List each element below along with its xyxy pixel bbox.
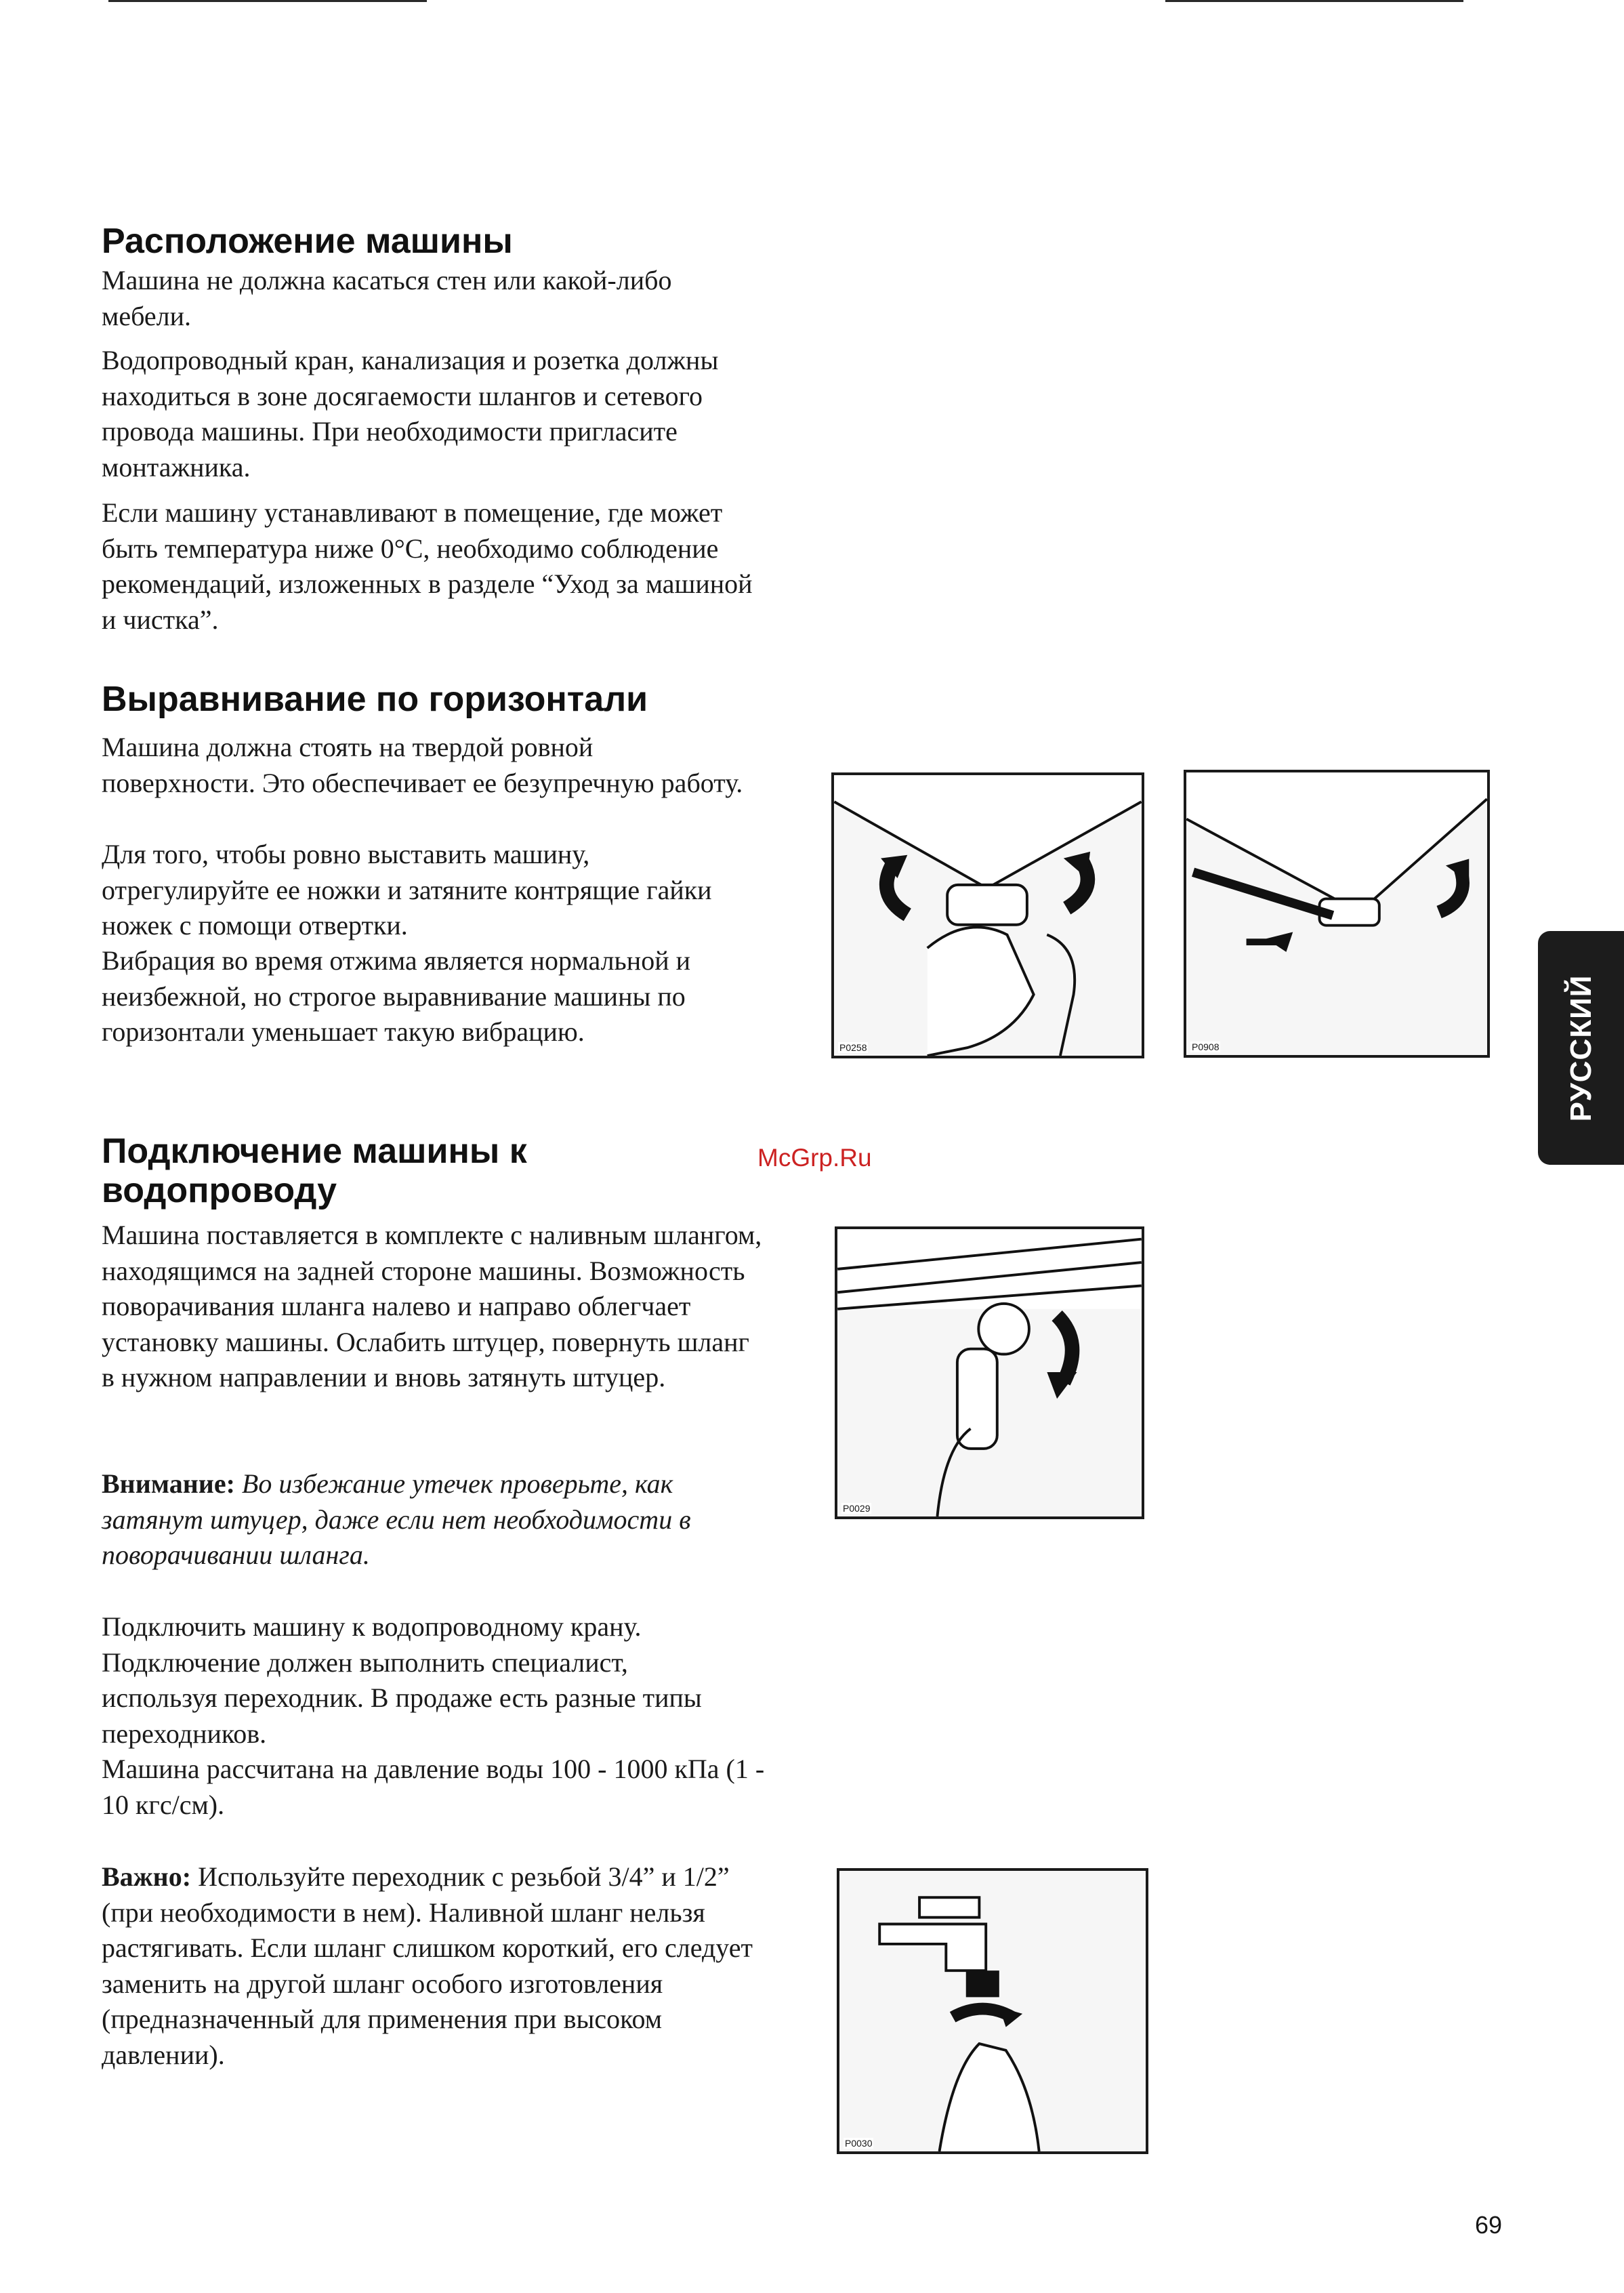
language-tab-label: РУССКИЙ: [1564, 974, 1598, 1121]
figure-tap-adapter: [837, 1868, 1148, 2154]
top-rule-left: [108, 0, 427, 2]
warning-label: Внимание:: [102, 1468, 235, 1499]
placement-paragraph-3: Если машину устанавливают в помещение, где может быть температура ниже 0°C, необходимо соблюдение рекомендаций, изложенных в разделе “Уход за машиной и чистка”.: [102, 497, 753, 635]
tap-adapter-illustration: [839, 1871, 1146, 2151]
leveling-paragraph-1: Машина должна стоять на твердой ровной поверхности. Это обеспечивает ее безупречную работу.: [102, 732, 743, 798]
figure-feet-screwdriver: [1184, 770, 1490, 1058]
figure-code-feet-hand: P0258: [839, 1042, 867, 1053]
hose-rotate-illustration: [837, 1229, 1142, 1516]
feet-hand-illustration: [834, 775, 1142, 1056]
figure-code-tap-adapter: P0030: [845, 2138, 873, 2149]
language-tab: [1538, 931, 1624, 1165]
figure-hose-rotate: [835, 1226, 1144, 1519]
important-note: [102, 1859, 779, 2073]
figure-code-feet-screwdriver: P0908: [1192, 1041, 1220, 1052]
warning-note: [102, 1466, 772, 1573]
water-paragraph-3: Машина рассчитана на давление воды 100 - 1000 кПа (1 - 10 кгс/см).: [102, 1754, 765, 1820]
watermark: McGrp.Ru: [757, 1144, 872, 1172]
placement-paragraph-1: Машина не должна касаться стен или какой-либо мебели.: [102, 265, 672, 331]
important-label: Важно:: [102, 1861, 192, 1892]
leveling-paragraph-3: Вибрация во время отжима является нормальной и неизбежной, но строгое выравнивание машины по горизонтали уменьшает такую вибрацию.: [102, 945, 691, 1047]
figure-code-hose-rotate: P0029: [843, 1503, 871, 1514]
page-number: 69: [1475, 2211, 1503, 2239]
placement-paragraph-2: Водопроводный кран, канализация и розетка должны находиться в зоне досягаемости шлангов и сетевого провода машины. При необходимости пригласите монтажника.: [102, 345, 719, 482]
warning-text: Во избежание утечек проверьте, как затянут штуцер, даже если нет необходимости в поворачивании шланга.: [102, 1468, 691, 1570]
leveling-paragraph-2: Для того, чтобы ровно выставить машину, отрегулируйте ее ножки и затяните контрящие гайки ножек с помощи отвертки.: [102, 839, 712, 941]
heading-water-connection: Подключение машины к водопроводу: [102, 1132, 527, 1210]
water-paragraph-2: Подключить машину к водопроводному крану. Подключение должен выполнить специалист, используя переходник. В продаже есть разные типы переходников.: [102, 1611, 702, 1749]
figure-feet-hand: [831, 772, 1144, 1058]
feet-screwdriver-illustration: [1186, 772, 1487, 1055]
water-paragraph-1: Машина поставляется в комплекте с наливным шлангом, находящимся на задней стороне машины. Возможность поворачивания шланга налево и направо облегчает установку машины. Ослабить штуцер, повернуть шланг в нужном направлении и вновь затянуть штуцер.: [102, 1220, 762, 1392]
heading-leveling: Выравнивание по горизонтали: [102, 680, 648, 719]
important-text: Используйте переходник с резьбой 3/4” и 1/2” (при необходимости в нем). Наливной шланг нельзя растягивать. Если шланг слишком короткий, его следует заменить на другой шланг особого изготовления (предназначенный для применения при высоком давлении).: [102, 1861, 753, 2070]
heading-placement: Расположение машины: [102, 222, 513, 261]
top-rule-right: [1165, 0, 1463, 2]
